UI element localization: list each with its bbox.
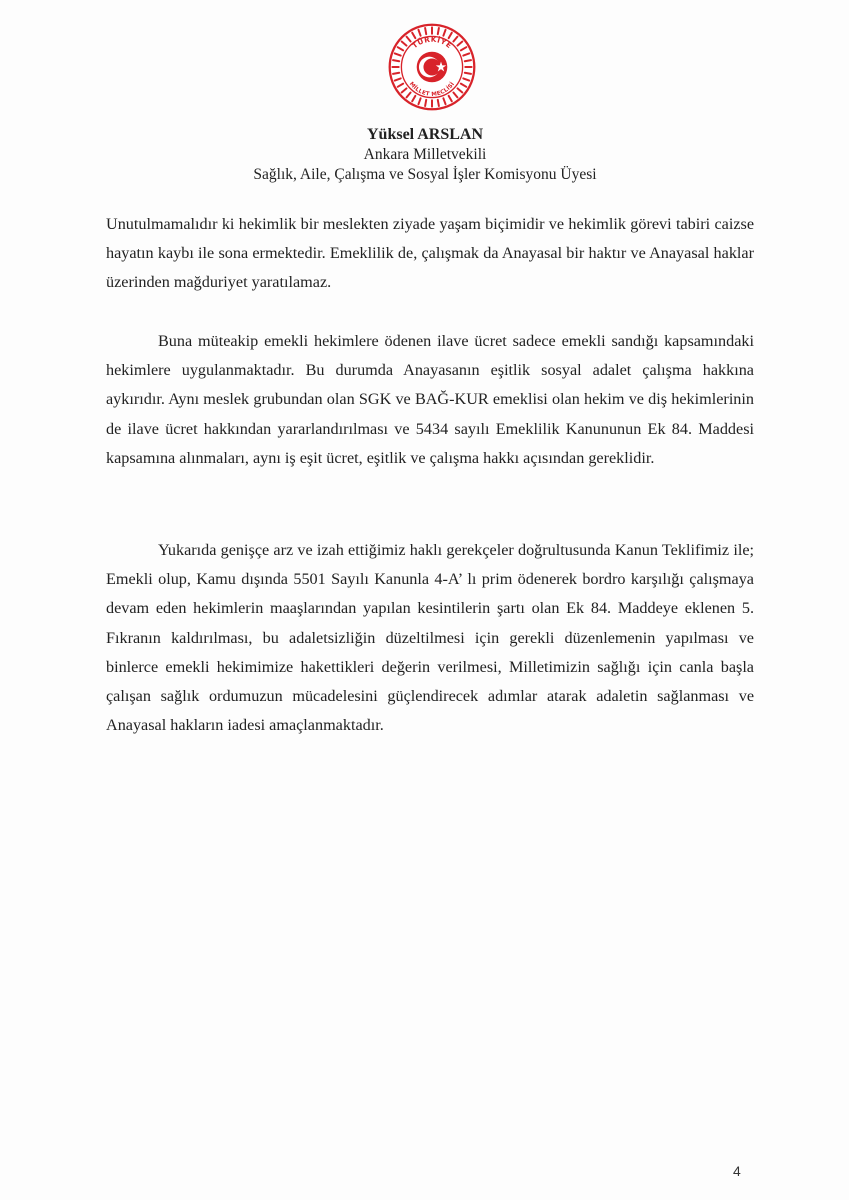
seal-ray [393, 73, 399, 74]
author-committee: Sağlık, Aile, Çalışma ve Sosyal İşler Komisyonu Üyesi [253, 166, 597, 183]
tbmm-seal-graphic [387, 22, 477, 112]
paragraph: Buna müteakip emekli hekimlere ödenen ilave ücret sadece emekli sandığı kapsamındaki hekimlere uygulanmaktadır. Bu durumda Anayasanın eşitlik sosyal adalet çalışma hakkına aykırıdır. Aynı meslek grubundan olan SGK ve BAĞ-KUR emeklisi olan hekim ve diş hekimlerinin de ilave ücret hakkından yararlandırılması ve 5434 sayılı Emeklilik Kanununun Ek 84. Maddesi kapsamına alınmaları, aynı iş eşit ücret, eşitlik ve çalışma hakkı açısından gereklidir. [106, 332, 754, 467]
paragraph: Unutulmamalıdır ki hekimlik bir meslekten ziyade yaşam biçimidir ve hekimlik görevi tabiri caizse hayatın kaybı ile sona ermektedir. Emeklilik de, çalışmak da Anayasal bir haktır ve Anayasal haklar üzerinden mağduriyet yaratılamaz. [106, 215, 754, 292]
svg-text:MİLLET MECLİSİ: MİLLET MECLİSİ [407, 81, 457, 98]
seal-ray [393, 60, 399, 61]
paragraph: Yukarıda genişçe arz ve izah ettiğimiz haklı gerekçeler doğrultusunda Kanun Teklifimiz ile; Emekli olup, Kamu dışında 5501 Sayılı Kanunla 4-A’ lı prim ödenerek bordro karşılığı çalışmaya devam eden hekimlerin maaşlarından yapılan kesintilerin şartı olan Ek 84. Maddeye eklenen 5. Fıkranın kaldırılması, bu adaletsizliğin düzeltilmesi için gerekli düzenlemenin yapılması ve binlerce emekli hekimimize hakettikleri değerin verilmesi, Milletimizin sağlığı için canla başla çalışan sağlık ordumuzun mücadelesini güçlendirecek adımlar atarak adaletin sağlanması ve Anayasal hakların iadesi amaçlanmaktadır. [106, 541, 754, 735]
seal-ray [425, 28, 426, 34]
page-number: 4 [733, 1163, 741, 1179]
seal-ray [425, 100, 426, 106]
seal-ray [438, 100, 439, 106]
seal-ray [465, 73, 471, 74]
author-title: Ankara Milletvekili [363, 146, 487, 163]
author-name: Yüksel ARSLAN [366, 126, 484, 143]
seal-ray [465, 60, 471, 61]
tbmm-seal-icon [387, 22, 477, 112]
svg-text:TÜRKİYE: TÜRKİYE [410, 34, 454, 51]
seal-ray [438, 28, 439, 34]
